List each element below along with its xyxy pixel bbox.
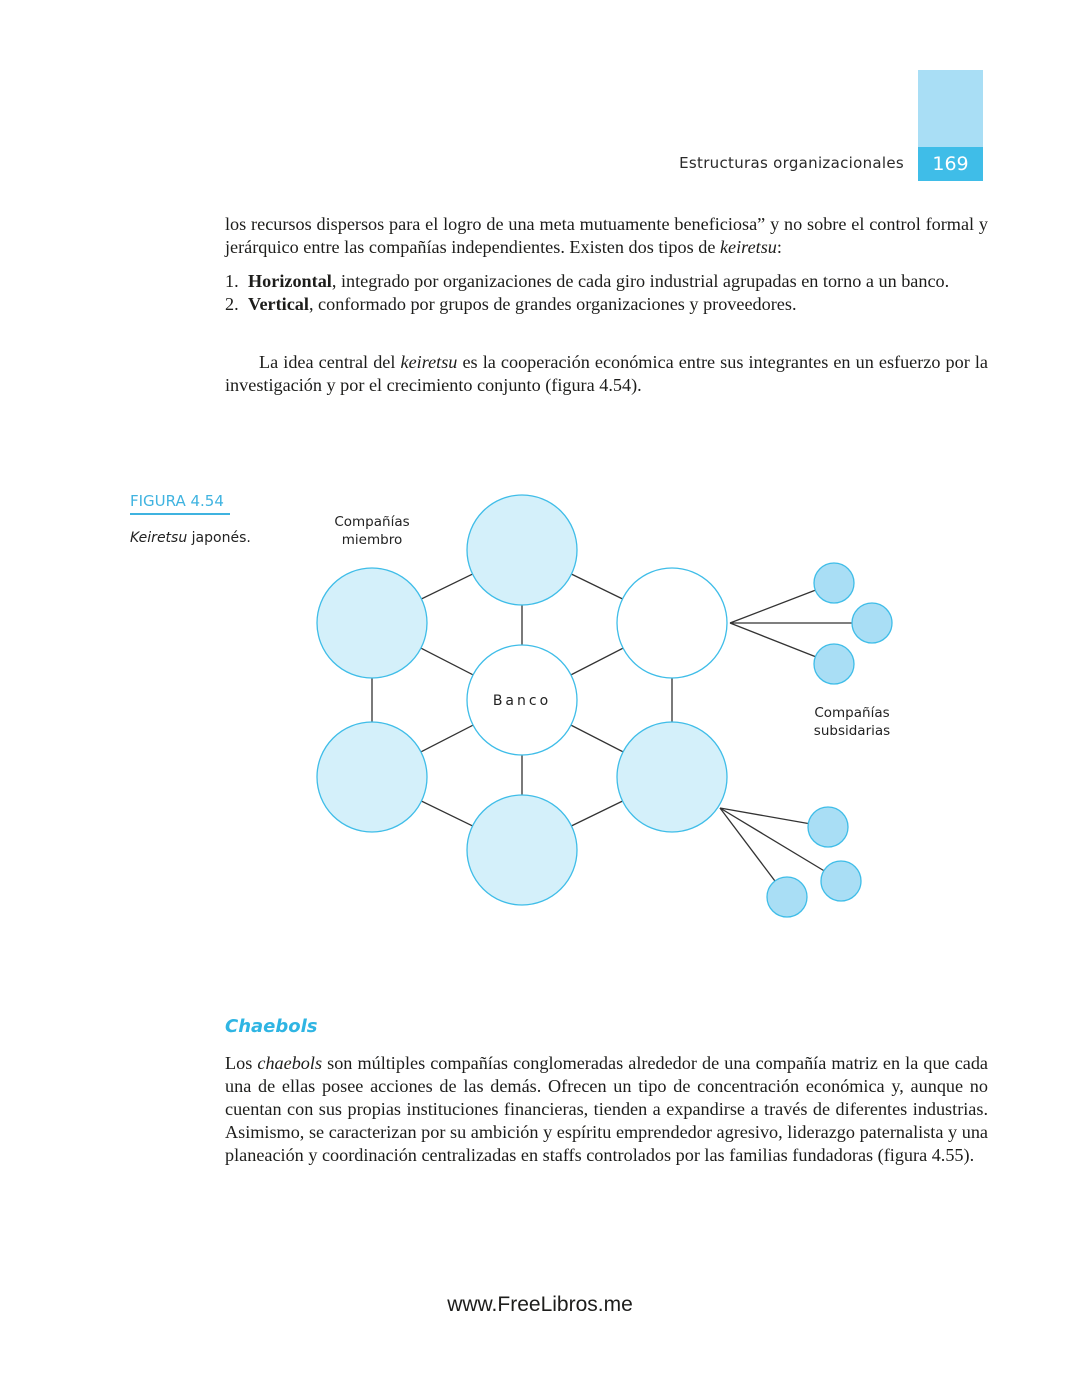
member-company-circle [467, 495, 577, 605]
chaebols-italic-term: chaebols [257, 1053, 323, 1073]
member-company-circle [617, 722, 727, 832]
idea-text: La idea central del [259, 352, 401, 372]
idea-italic-term: keiretsu [400, 352, 458, 372]
idea-text-end: es la cooperación económica entre sus integrantes en un esfuerzo por la investigación y por el crecimiento conjunto (figura 4.54). [225, 352, 989, 395]
list-term: Horizontal [248, 271, 332, 291]
figure-label: FIGURA 4.54 [130, 492, 230, 515]
member-company-circle [317, 722, 427, 832]
intro-text-end: : [776, 237, 782, 257]
member-company-circle [317, 568, 427, 678]
subsidiary-circle [814, 644, 854, 684]
subsidiary-circle [852, 603, 892, 643]
subsidiary-circle [821, 861, 861, 901]
list-number: 1. [225, 271, 239, 291]
intro-text: los recursos dispersos para el logro de una meta mutuamente beneficiosa” y no sobre el control formal y jerárquico entre las compañías independientes. Existen dos tipos de [225, 214, 988, 257]
list-description: , conformado por grupos de grandes organizaciones y proveedores. [308, 294, 797, 314]
subsidiary-label-line2: subsidarias [813, 723, 891, 739]
page-number: 169 [918, 147, 983, 181]
bank-label: Banco [492, 693, 552, 709]
list-description: , integrado por organizaciones de cada giro industrial agrupadas en torno a un banco. [331, 271, 950, 291]
list-term: Vertical [248, 294, 309, 314]
member-company-circle [617, 568, 727, 678]
member-label-line2: miembro [341, 532, 403, 548]
subsidiary-circle [767, 877, 807, 917]
subsidiary-circle [814, 563, 854, 603]
chaebols-paragraph [225, 1052, 988, 1167]
member-company-circle [467, 795, 577, 905]
running-title: Estructuras organizacionales [679, 154, 904, 172]
chaebols-text-end: son múltiples compañías conglomeradas alrededor de una compañía matriz en la que cada una de ellas posee acciones de las demás. Ofrecen un tipo de concentración económica y, aunque no cuentan con sus propias instituciones financieras, tienden a expandirse a través de diferentes industrias. Asimismo, se caracterizan por su ambición y espíritu emprendedor agresivo, liderazgo paternalista y una planeación y coordinación centralizadas en staffs controlados por las familias fundadoras (figura 4.55). [225, 1053, 989, 1165]
member-label-line1: Compañías [334, 514, 410, 530]
caption-italic: Keiretsu [130, 530, 188, 546]
caption-text: japonés. [187, 530, 251, 546]
list-number: 2. [225, 294, 239, 314]
subsidiary-label-line1: Compañías [814, 705, 890, 721]
subsidiary-circle [808, 807, 848, 847]
chaebols-text: Los [225, 1053, 258, 1073]
section-heading: Chaebols [225, 1016, 318, 1037]
intro-italic-term: keiretsu [719, 237, 777, 257]
footer-url: www.FreeLibros.me [447, 1293, 633, 1316]
